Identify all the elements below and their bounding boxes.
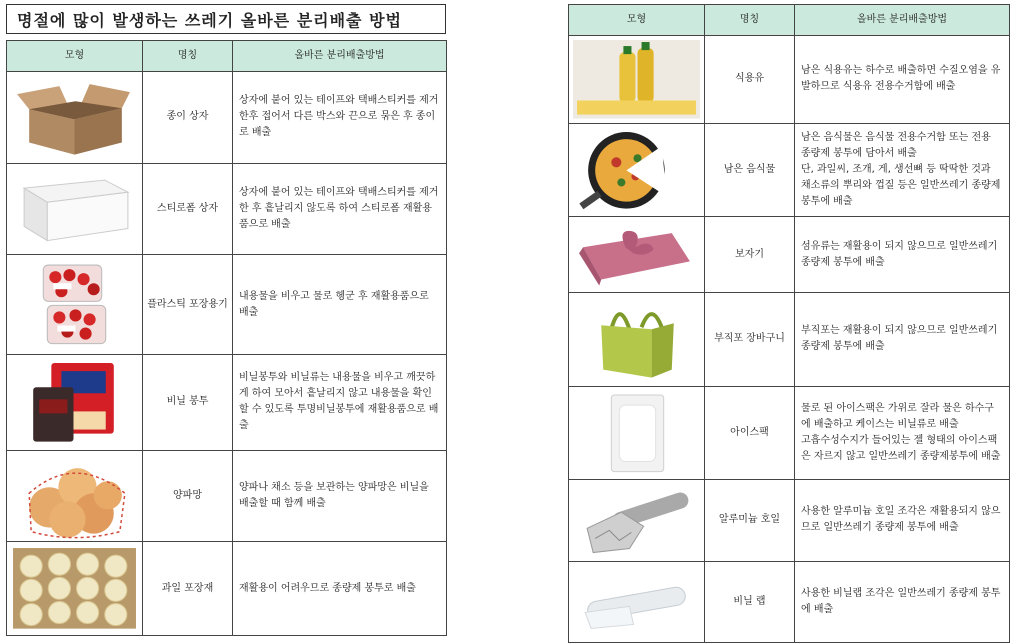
header-shape: 모형	[569, 5, 705, 36]
item-name: 식용유	[705, 36, 795, 124]
header-method: 올바른 분리배출방법	[795, 5, 1010, 36]
item-name: 알루미늄 호일	[705, 480, 795, 562]
plastic-wrap-icon	[571, 564, 702, 641]
item-name: 남은 음식물	[705, 123, 795, 217]
onion-net-icon	[9, 453, 140, 540]
header-method: 올바른 분리배출방법	[233, 41, 447, 72]
table-row	[7, 255, 447, 355]
leftover-food-pan-icon	[571, 126, 702, 215]
ice-pack-icon	[571, 389, 702, 478]
table-row	[7, 72, 447, 164]
item-name: 보자기	[705, 217, 795, 293]
item-name: 비닐 랩	[705, 561, 795, 643]
nonwoven-bag-icon	[571, 295, 702, 384]
table-row	[569, 480, 1010, 562]
item-description: 상자에 붙어 있는 테이프와 택배스티커를 제거한후 접어서 다른 박스와 끈으로 묶은 후 종이로 배출	[233, 72, 447, 164]
row-image	[569, 217, 705, 293]
item-description: 남은 식용유는 하수로 배출하면 수질오염을 유발하므로 식용유 전용수거함에 배출	[795, 36, 1010, 124]
table-row	[569, 292, 1010, 386]
strawberry-container-icon	[9, 257, 140, 352]
cardboard-box-icon	[9, 74, 140, 161]
cooking-oil-icon	[571, 38, 702, 121]
table-header-row	[569, 5, 1010, 36]
header-shape: 모형	[7, 41, 143, 72]
row-image	[7, 163, 143, 255]
item-description: 사용한 알루미늄 호일 조각은 재활용되지 않으므로 일반쓰레기 종량제 봉투에 배출	[795, 480, 1010, 562]
item-name: 아이스팩	[705, 386, 795, 480]
styrofoam-box-icon	[9, 166, 140, 253]
table-row	[569, 386, 1010, 480]
table-row	[7, 163, 447, 255]
item-name: 비닐 봉투	[143, 355, 233, 451]
item-name: 부직포 장바구니	[705, 292, 795, 386]
row-image	[7, 355, 143, 451]
item-description: 사용한 비닐랩 조각은 일반쓰레기 종량제 봉투에 배출	[795, 561, 1010, 643]
page-title: 명절에 많이 발생하는 쓰레기 올바른 분리배출 방법	[6, 4, 446, 34]
right-disposal-table	[568, 4, 1010, 643]
item-description: 상자에 붙어 있는 테이프와 택배스티커를 제거한 후 흩날리지 않도록 하여 스티로폼 재활용품으로 배출	[233, 163, 447, 255]
header-name: 명칭	[143, 41, 233, 72]
plastic-snack-bag-icon	[9, 357, 140, 448]
row-image	[569, 36, 705, 124]
row-image	[569, 123, 705, 217]
item-description: 재활용이 어려우므로 종량제 봉투로 배출	[233, 542, 447, 636]
item-description: 섬유류는 재활용이 되지 않으므로 일반쓰레기 종량제 봉투에 배출	[795, 217, 1010, 293]
left-disposal-table	[6, 40, 447, 636]
item-description: 내용물을 비우고 물로 헹군 후 재활용품으로 배출	[233, 255, 447, 355]
item-name: 과일 포장재	[143, 542, 233, 636]
row-image	[7, 72, 143, 164]
row-image	[7, 542, 143, 636]
item-description: 비닐봉투와 비닐류는 내용물을 비우고 깨끗하게 하여 모아서 흩날리지 않고 내용물을 확인할 수 있도록 투명비닐봉투에 재활용품으로 배출	[233, 355, 447, 451]
table-row	[569, 36, 1010, 124]
table-row	[569, 123, 1010, 217]
item-name: 플라스틱 포장용기	[143, 255, 233, 355]
item-description: 양파나 채소 등을 보관하는 양파망은 비닐을 배출할 때 함께 배출	[233, 450, 447, 542]
table-header-row	[7, 41, 447, 72]
table-row	[7, 355, 447, 451]
item-name: 스티로폼 상자	[143, 163, 233, 255]
row-image	[569, 561, 705, 643]
fruit-packaging-icon	[9, 544, 140, 633]
item-name: 양파망	[143, 450, 233, 542]
row-image	[569, 386, 705, 480]
table-row	[569, 217, 1010, 293]
table-row	[7, 542, 447, 636]
table-row	[7, 450, 447, 542]
item-name: 종이 상자	[143, 72, 233, 164]
item-description: 물로 된 아이스팩은 가위로 잘라 물은 하수구에 배출하고 케이스는 비닐류로 배출 고흡수성수지가 들어있는 젤 형태의 아이스팩은 자르지 않고 일반쓰레기 종량제봉투에 배출	[795, 386, 1010, 480]
row-image	[569, 480, 705, 562]
wrapping-cloth-icon	[571, 219, 702, 290]
row-image	[7, 450, 143, 542]
item-description: 부직포는 재활용이 되지 않으므로 일반쓰레기 종량제 봉투에 배출	[795, 292, 1010, 386]
header-name: 명칭	[705, 5, 795, 36]
table-row	[569, 561, 1010, 643]
aluminum-foil-icon	[571, 482, 702, 559]
item-description: 남은 음식물은 음식물 전용수거함 또는 전용 종량제 봉투에 담아서 배출 단, 과일씨, 조개, 게, 생선뼈 등 딱딱한 것과 채소류의 뿌리와 껍질 등은 일반쓰레기 종량제 봉투에 배출	[795, 123, 1010, 217]
row-image	[7, 255, 143, 355]
row-image	[569, 292, 705, 386]
